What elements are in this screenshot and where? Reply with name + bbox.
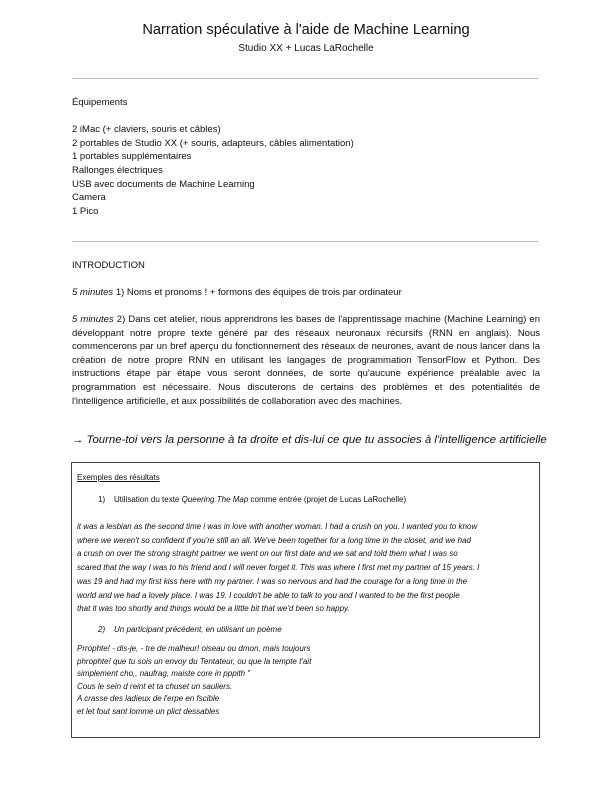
example-2-text: Un participant précédent, en utilisant un poème [114,625,282,634]
examples-box [71,462,540,738]
intro-step-1 [72,286,540,300]
equipment-item: 2 portables de Studio XX (+ souris, adapteurs, câbles alimentation) [72,137,354,149]
examples-heading: Exemples des résultats [77,473,160,482]
example-2-poem [77,643,311,719]
step-1-text: 1) Noms et pronoms ! + formons des équipes de trois par ordinateur [113,287,402,298]
example-1-title [98,495,406,504]
equipment-item: 1 Pico [72,205,99,217]
introduction-heading: INTRODUCTION [72,260,145,271]
equipment-section [72,96,540,218]
discussion-prompt: → Tourne-toi vers la personne à ta droite et dis-lui ce que tu associes à l'intelligence artificielle [72,434,547,446]
equipment-item: USB avec documents de Machine Learning [72,178,255,190]
output-line: was 19 and had my first kiss here with my partner. I was so nervous and had the courage for a long time in the [77,576,468,586]
example-2-title [98,625,282,634]
equipment-heading: Équipements [72,97,128,108]
output-line: world and we had a lovely place. I was 19. I couldn't be able to talk to you and I wanted to be the first people [77,590,460,600]
equipment-item: Camera [72,192,106,204]
poem-line: simplement cho,, naufrag, maiste core in pppith " [77,669,251,679]
intro-step-2 [72,313,540,408]
equipment-item: Rallonges électriques [72,164,163,176]
example-1-number: 1) [98,495,106,504]
poem-line: phrophte! que tu sois un envoy du Tentateur, ou que la tempte t'ait [77,656,312,666]
example-1-suffix: comme entrée (projet de Lucas LaRochelle) [248,495,407,504]
example-2-number: 2) [98,625,106,634]
poem-line: Cous le sein d reint et ta chuset un sauliers. [77,681,233,691]
output-line: a crush on over the strong straight partner we went on our first date and we sat and told them what I was so [77,549,458,559]
example-1-prefix: Utilisation du texte [114,495,182,504]
output-line: it was a lesbian as the second time i was in love with another woman. I had a crush on you. I wanted you to know [77,522,478,531]
poem-line: A crasse des ladieux de l'erpe en fscible [77,694,220,704]
output-line: where we weren't so confident if you're still an all. We've been together for a long time in the closet, and we had [77,535,471,545]
document-subtitle: Studio XX + Lucas LaRochelle [238,43,374,54]
example-1-output [77,520,535,616]
equipment-item: 2 iMac (+ claviers, souris et câbles) [72,124,221,136]
equipment-item: 1 portables supplémentaires [72,151,192,163]
poem-line: Prrophte! - dis-je, - tre de malheur! oiseau ou dmon, mais toujours [77,644,311,653]
step-2-duration: 5 minutes [72,314,114,325]
poem-line: et let fout sant lomme un plict dessables [77,706,220,716]
step-2-text: 2) Dans cet atelier, nous apprendrons les bases de l'apprentissage machine (Machine Learning) en développant notre propre texte généré par des réseaux neuronaux récursifs (RNN en anglais). Nous commencerons par un bref aperçu du fonctionnement des réseaux de neurones, avant de nous lancer dans la création de notre propre RNN en utilisant les langages de programmation TensorFlow et Python. Des instructions étape par étape vous seront données, de sorte qu'aucune expérience préalable avec la programmation est nécessaire. Nous discuterons de certains des problèmes et des potentialités de l'intelligence artificielle, et aux possibilités de collaboration avec des machines. [72,314,540,407]
output-line: that it was too shortly and things would be a little bit that we'd been so happy. [77,604,350,614]
example-1-source-title: Queering The Map [181,495,249,504]
divider [72,241,538,242]
step-1-duration: 5 minutes [72,287,114,298]
divider [72,78,538,79]
document-title: Narration spéculative à l'aide de Machine Learning [142,22,470,38]
output-line: scared that the way I was to his friend and I will never forget it. This was where I first met my partner of 15 years. I [77,563,480,573]
